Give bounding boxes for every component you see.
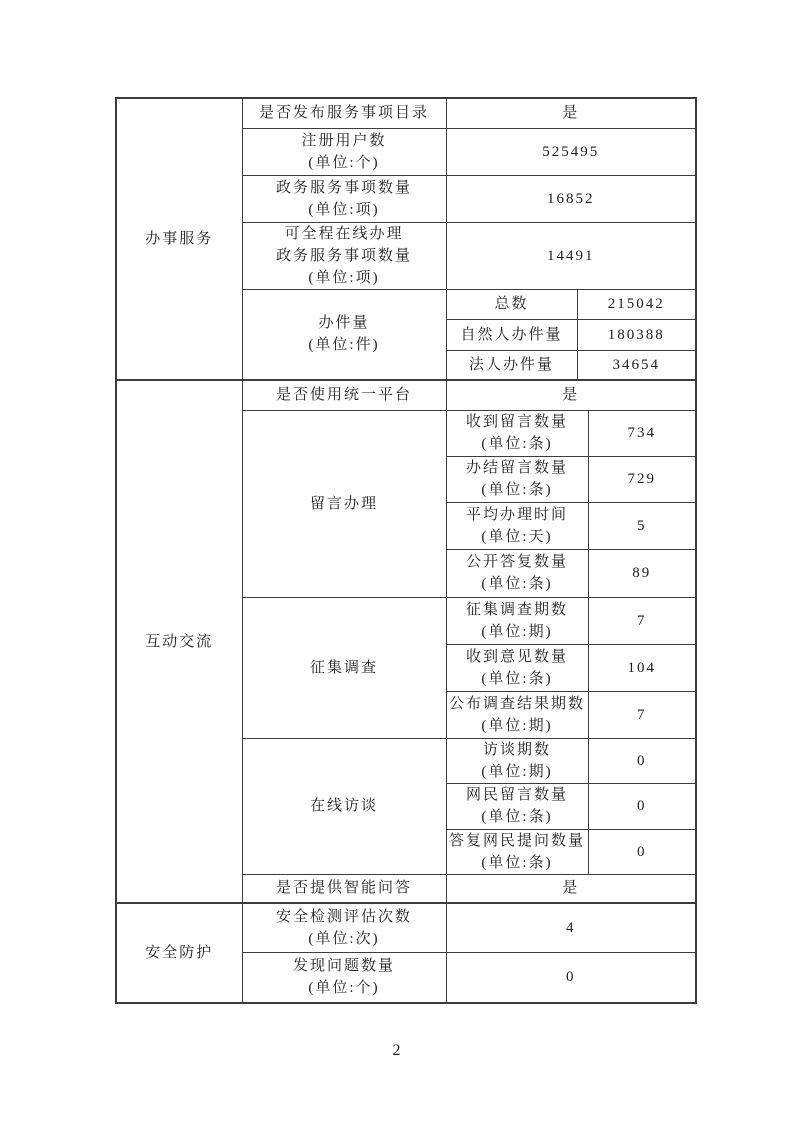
row-label: 发现问题数量	[292, 958, 395, 975]
value-cell-volume-natural	[577, 319, 696, 350]
unit-label: (单位:期)	[481, 623, 553, 640]
label-cell-security-checks	[242, 903, 446, 952]
row-label: 政务服务事项数量	[275, 247, 412, 264]
row-value: 是	[562, 105, 580, 122]
label-cell-service-items	[242, 175, 446, 222]
unit-label: (单位:个)	[308, 980, 380, 997]
row-value: 是	[562, 387, 580, 404]
row-label: 注册用户数	[301, 132, 387, 149]
sub-row-label: 答复网民提问数量	[448, 832, 585, 849]
sub-row-value: 0	[637, 798, 647, 814]
sub-row-label: 网民留言数量	[465, 787, 568, 803]
page-number: 2	[392, 1042, 401, 1059]
sub-row-value: 89	[632, 565, 652, 581]
row-label: 在线访谈	[309, 798, 378, 814]
row-label: 安全检测评估次数	[275, 908, 412, 925]
sublabel-cell-messages-received	[446, 410, 588, 456]
label-cell-volume	[242, 289, 446, 380]
value-cell-security-checks	[446, 903, 696, 952]
category-cell-security	[116, 903, 242, 1003]
value-cell-volume-legal	[577, 350, 696, 380]
sub-row-label: 公布调查结果期数	[448, 695, 585, 712]
row-value: 525495	[542, 143, 600, 160]
value-cell-messages-resolved	[588, 456, 696, 502]
value-cell-service-catalog	[446, 98, 696, 128]
sublabel-cell-interview-count	[446, 738, 588, 783]
value-cell-messages-received	[588, 410, 696, 456]
label-cell-message-handling	[242, 410, 446, 597]
sub-row-value: 0	[637, 752, 647, 769]
value-cell-volume-total	[577, 289, 696, 319]
value-cell-survey-count	[588, 597, 696, 644]
category-label: 办事服务	[145, 231, 214, 247]
unit-label: (单位:期)	[481, 763, 553, 780]
value-cell-questions-answered	[588, 829, 696, 874]
value-cell-unified-platform	[446, 380, 696, 410]
row-value: 16852	[547, 190, 595, 207]
row-label: 留言办理	[309, 495, 378, 512]
sublabel-cell-volume-legal	[446, 350, 577, 380]
value-cell-average-time	[588, 502, 696, 549]
sub-row-label: 征集调查期数	[465, 601, 568, 618]
sub-row-value: 180388	[607, 326, 665, 343]
sub-row-value: 729	[627, 471, 656, 487]
row-value: 4	[566, 919, 576, 936]
row-label: 是否使用统一平台	[275, 387, 412, 404]
unit-label: (单位:项)	[308, 201, 380, 218]
sublabel-cell-survey-count	[446, 597, 588, 644]
sublabel-cell-volume-total	[446, 289, 577, 319]
sublabel-cell-public-replies	[446, 549, 588, 597]
sub-row-label: 总数	[494, 296, 529, 312]
value-cell-service-items	[446, 175, 696, 222]
row-label: 是否提供智能问答	[275, 880, 412, 897]
unit-label: (单位:条)	[481, 854, 553, 871]
unit-label: (单位:条)	[481, 576, 553, 592]
sub-row-label: 公开答复数量	[465, 554, 568, 570]
value-cell-interview-count	[588, 738, 696, 783]
sub-row-value: 215042	[607, 296, 665, 312]
row-label: 是否发布服务事项目录	[258, 105, 429, 122]
category-label: 互动交流	[145, 633, 214, 650]
unit-label: (单位:次)	[308, 930, 380, 947]
sub-row-label: 收到留言数量	[465, 414, 568, 430]
sub-row-label: 访谈期数	[482, 741, 551, 758]
unit-label: (单位:条)	[481, 482, 553, 498]
sublabel-cell-volume-natural	[446, 319, 577, 350]
sublabel-cell-messages-resolved	[446, 456, 588, 502]
row-value: 是	[562, 880, 580, 897]
unit-label: (单位:条)	[481, 809, 553, 825]
row-label: 政务服务事项数量	[275, 179, 412, 196]
sub-row-value: 7	[637, 612, 647, 629]
category-label: 安全防护	[145, 945, 214, 961]
sub-row-value: 7	[637, 706, 647, 723]
label-cell-survey	[242, 597, 446, 738]
value-cell-opinions-received	[588, 644, 696, 691]
sublabel-cell-opinions-received	[446, 644, 588, 691]
unit-label: (单位:个)	[308, 154, 380, 171]
sub-row-label: 平均办理时间	[465, 506, 568, 523]
label-cell-service-catalog	[242, 98, 446, 128]
value-cell-results-published	[588, 691, 696, 738]
government-report-table	[115, 97, 697, 1004]
sub-row-label: 收到意见数量	[465, 648, 568, 665]
sub-row-value: 734	[627, 425, 656, 441]
row-label: 可全程在线办理	[284, 225, 404, 242]
label-cell-unified-platform	[242, 380, 446, 410]
row-label: 办件量	[318, 315, 370, 332]
category-cell-service	[116, 98, 242, 380]
value-cell-registered-users	[446, 128, 696, 175]
label-cell-online-items	[242, 222, 446, 289]
unit-label: (单位:天)	[481, 528, 553, 545]
sub-row-label: 法人办件量	[468, 356, 554, 373]
label-cell-smart-qa	[242, 874, 446, 903]
sub-row-value: 0	[637, 843, 647, 860]
value-cell-netizen-messages	[588, 783, 696, 829]
value-cell-online-items	[446, 222, 696, 289]
unit-label: (单位:项)	[308, 269, 380, 286]
sublabel-cell-questions-answered	[446, 829, 588, 874]
unit-label: (单位:件)	[308, 337, 380, 354]
sub-row-value: 104	[627, 659, 656, 676]
unit-label: (单位:期)	[481, 717, 553, 734]
label-cell-registered-users	[242, 128, 446, 175]
row-label: 征集调查	[309, 659, 378, 676]
sublabel-cell-netizen-messages	[446, 783, 588, 829]
sublabel-cell-results-published	[446, 691, 588, 738]
label-cell-interview	[242, 738, 446, 874]
row-value: 0	[566, 969, 576, 986]
value-cell-public-replies	[588, 549, 696, 597]
sub-row-label: 办结留言数量	[465, 460, 568, 476]
row-value: 14491	[547, 247, 595, 264]
sublabel-cell-average-time	[446, 502, 588, 549]
unit-label: (单位:条)	[481, 436, 553, 452]
category-cell-interaction	[116, 380, 242, 903]
unit-label: (单位:条)	[481, 670, 553, 687]
sub-row-value: 5	[637, 517, 647, 534]
sub-row-value: 34654	[612, 356, 660, 373]
sub-row-label: 自然人办件量	[460, 326, 563, 343]
value-cell-smart-qa	[446, 874, 696, 903]
value-cell-problems-found	[446, 952, 696, 1003]
label-cell-problems-found	[242, 952, 446, 1003]
